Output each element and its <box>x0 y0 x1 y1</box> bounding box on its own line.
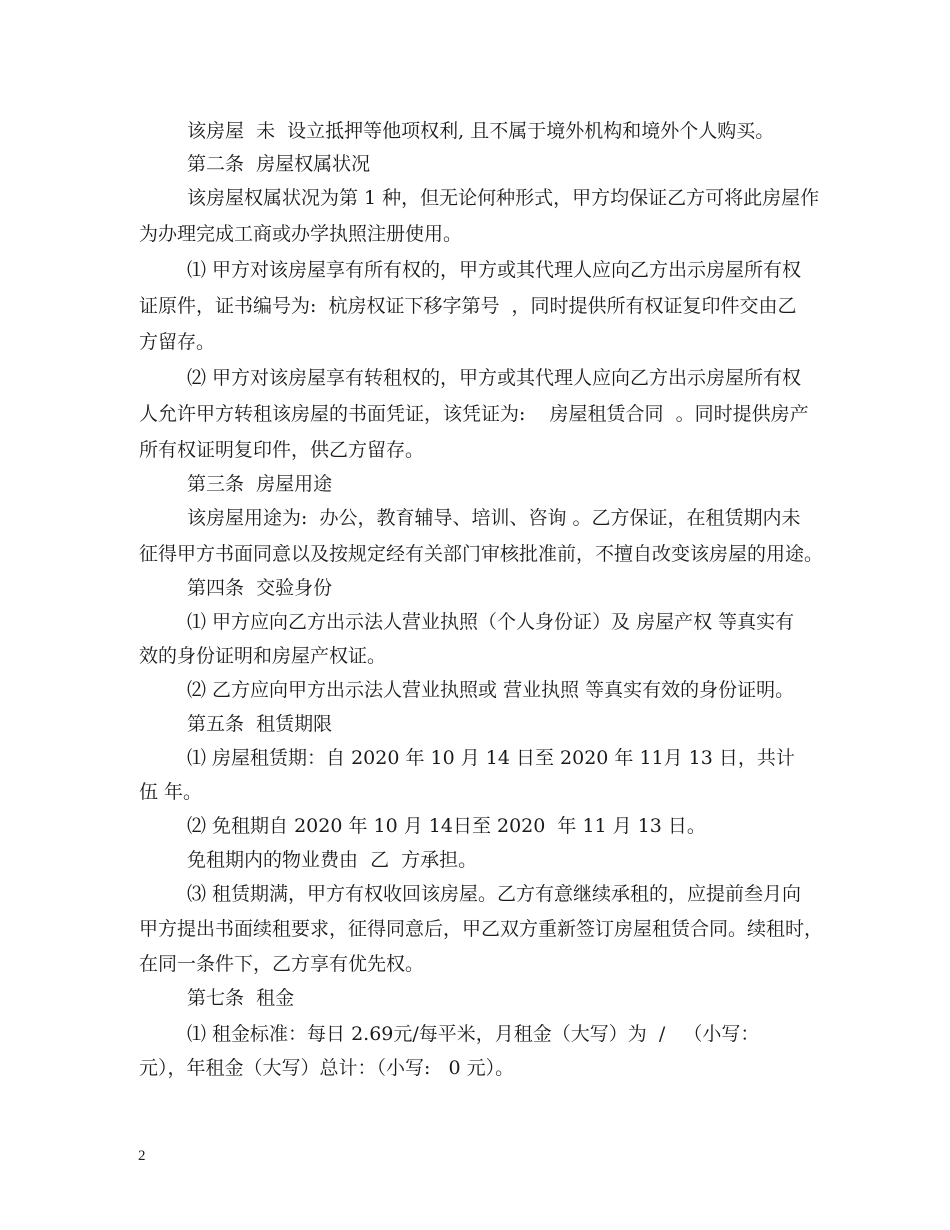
text-line: ⑴ 租金标准：每日 2.69元/每平米，月租金（大写）为 / （小写： <box>187 1023 760 1045</box>
text-line: 该房屋用途为: 办公，教育辅导、培训、咨询 。乙方保证，在租赁期内未 <box>187 507 801 529</box>
text-line: 该房屋 未 设立抵押等他项权利, 且不属于境外机构和境外个人购买。 <box>187 120 775 142</box>
text-line: ⑴ 房屋租赁期：自 2020 年 10 月 14 日至 2020 年 11月 13 日，共计 <box>187 747 795 769</box>
text-line: 伍 年。 <box>139 781 203 803</box>
text-line: 甲方提出书面续租要求，征得同意后，甲乙双方重新签订房屋租赁合同。续租时， <box>139 918 824 940</box>
text-line: ⑵ 甲方对该房屋享有转租权的，甲方或其代理人应向乙方出示房屋所有权 <box>187 367 802 389</box>
text-line: 征得甲方书面同意以及按规定经有关部门审核批准前，不擅自改变该房屋的用途。 <box>139 543 824 565</box>
text-line: ⑴ 甲方对该房屋享有所有权的，甲方或其代理人应向乙方出示房屋所有权 <box>187 259 802 281</box>
text-line: 效的身份证明和房屋产权证。 <box>139 645 387 667</box>
text-line: 证原件，证书编号为: 杭房权证下移字第号 ，同时提供所有权证复印件交由乙 <box>139 295 797 317</box>
text-line: 方留存。 <box>139 331 216 353</box>
page-number: 2 <box>138 1148 146 1164</box>
text-line: 元），年租金（大写）总计：（小写: 0 元）。 <box>139 1057 515 1079</box>
text-line: 免租期内的物业费由 乙 方承担。 <box>187 849 478 871</box>
text-line: 所有权证明复印件，供乙方留存。 <box>139 439 425 461</box>
section-heading: 第四条 交验身份 <box>187 577 333 599</box>
text-line: 为办理完成工商或办学执照注册使用。 <box>139 223 463 245</box>
text-line: 人允许甲方转租该房屋的书面凭证，该凭证为: 房屋租赁合同 。同时提供房产 <box>139 403 809 425</box>
text-line: ⑶ 租赁期满，甲方有权收回该房屋。乙方有意继续承租的，应提前叁月向 <box>187 883 802 905</box>
text-line: 在同一条件下，乙方享有优先权。 <box>139 953 425 975</box>
section-heading: 第二条 房屋权属状况 <box>187 153 371 175</box>
text-line: ⑵ 免租期自 2020 年 10 月 14日至 2020 年 11 月 13 日。 <box>187 815 706 837</box>
text-line: ⑴ 甲方应向乙方出示法人营业执照（个人身份证）及 房屋产权 等真实有 <box>187 611 795 633</box>
text-line: ⑵ 乙方应向甲方出示法人营业执照或 营业执照 等真实有效的身份证明。 <box>187 679 795 701</box>
section-heading: 第五条 租赁期限 <box>187 713 333 735</box>
section-heading: 第七条 租金 <box>187 987 295 1009</box>
text-line: 该房屋权属状况为第 1 种，但无论何种形式，甲方均保证乙方可将此房屋作 <box>187 187 820 209</box>
section-heading: 第三条 房屋用途 <box>187 473 333 495</box>
